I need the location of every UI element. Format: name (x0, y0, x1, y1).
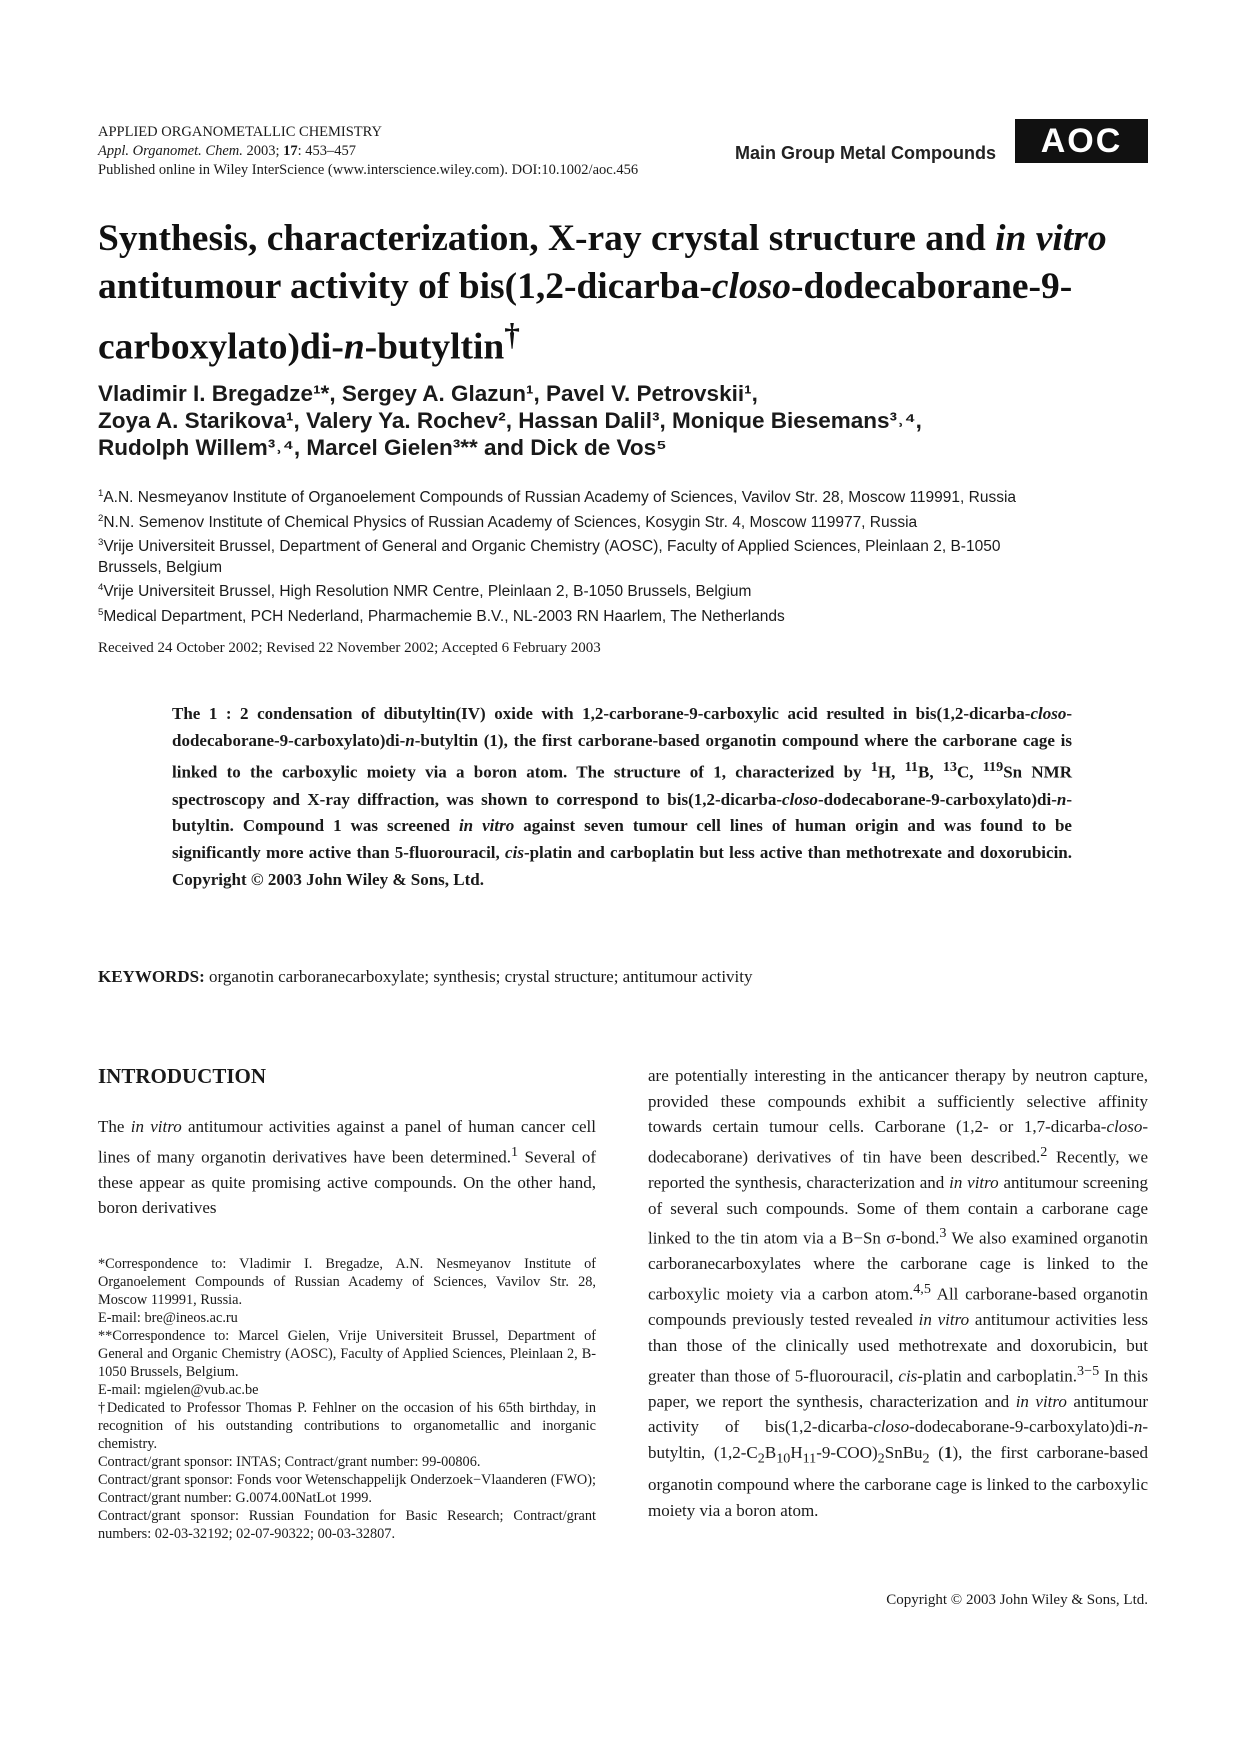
received-dates: Received 24 October 2002; Revised 22 November 2002; Accepted 6 February 2003 (98, 640, 601, 656)
footnote-grant-fwo: Contract/grant sponsor: Fonds voor Wetenschappelijk Onderzoek−Vlaanderen (FWO); Contract/grant number: G.0074.00NatLot 1999. (98, 1472, 596, 1506)
intro-left-column: The in vitro antitumour activities against a panel of human cancer cell lines of many organotin derivatives have been determined.$^1$ Several of these appear as quite promising active compounds. On the other hand, boron derivatives (98, 1117, 596, 1218)
footnote-email-1: E-mail: bre@ineos.ac.ru (98, 1310, 238, 1326)
intro-right-column: are potentially interesting in the anticancer therapy by neutron capture, provided these compounds exhibit a sufficiently selective affinity towards certain tumour cells. Carborane (1,2- or 1,7-dicarba-closo-dodecaborane) derivatives of tin have been described.$^2$ Recently, we reported the synthesis, characterization and in vitro antitumour screening of several such compounds. Some of them contain a carborane cage linked to the tin atom via a B−Sn σ-bond.$^3$ We also examined organotin carboranecarboxylates where the carborane cage is linked to the carboxylic moiety via a carbon atom.$^{4,5}$ All carborane-based organotin compounds previously tested revealed in vitro antitumour activities less than those of the clinically used methotrexate and doxorubicin, but greater than those of 5-fluorouracil, cis-platin and carboplatin.$^{3-5}$ In this paper, we report the synthesis, characterization and in vitro antitumour activity of bis(1,2-dicarba-closo-dodecaborane-9-carboxylato)di-n-butyltin, $(1,2-C_2B_{10}H_{11}-9-COO)_2SnBu_2$ (1), the first carborane-based organotin compound where the carborane cage is linked to the carboxylic moiety via a boron atom. (648, 1066, 1149, 1520)
affiliation-3-cont: Brussels, Belgium (98, 558, 223, 576)
copyright-footer: Copyright © 2003 John Wiley & Sons, Ltd. (886, 1592, 1148, 1608)
section-label: Main Group Metal Compounds (735, 143, 996, 163)
section-heading-introduction: INTRODUCTION (98, 1064, 267, 1088)
footnote-email-2: E-mail: mgielen@vub.ac.be (98, 1382, 259, 1398)
journal-name: APPLIED ORGANOMETALLIC CHEMISTRY (98, 124, 383, 140)
abstract: The 1 : 2 condensation of dibutyltin(IV) oxide with 1,2-carborane-9-carboxylic acid resulted in bis(1,2-dicarba-closo-dodecaborane-9-carboxylato)di-n-butyltin (1), the first carborane-based organotin compound where the carborane cage is linked to the carboxylic moiety via a boron atom. The structure of 1, characterized by $^1$H, $^{11}$B, $^{13}$C, $^{119}$Sn NMR spectroscopy and X-ray diffraction, was shown to correspond to bis(1,2-dicarba-closo-dodecaborane-9-carboxylato)di-n-butyltin. Compound 1 was screened in vitro against seven tumour cell lines of human origin and was found to be significantly more active than 5-fluorouracil, cis-platin and carboplatin but less active than methotrexate and doxorubicin. Copyright © 2003 John Wiley & Sons, Ltd. (172, 704, 1072, 889)
citation: Appl. Organomet. Chem. 2003; 17: 453–457 (98, 143, 357, 159)
affiliation-5: $^5$Medical Department, PCH Nederland, Pharmachemie B.V., NL-2003 RN Haarlem, The Netherlands (98, 607, 785, 626)
footnote-correspondence-2: **Correspondence to: Marcel Gielen, Vrije Universiteit Brussel, Department of General and Organic Chemistry (AOSC), Faculty of Applied Sciences, Pleinlaan 2, B-1050 Brussels, Belgium. (98, 1328, 596, 1380)
affiliation-1: $^1$A.N. Nesmeyanov Institute of Organoelement Compounds of Russian Academy of Sciences, Vavilov Str. 28, Moscow 119991, Russia (98, 488, 1017, 507)
article-title: Synthesis, characterization, X-ray crystal structure and in vitro antitumour activity of bis(1,2-dicarba-closo-dodecaborane-9-carboxylato)di-n-butyltin† (98, 218, 1107, 368)
footnote-correspondence-1: *Correspondence to: Vladimir I. Bregadze, A.N. Nesmeyanov Institute of Organoelement Compounds of Russian Academy of Sciences, Vavilov Str. 28, Moscow 119991, Russia. (98, 1256, 596, 1308)
affiliation-3: $^3$Vrije Universiteit Brussel, Department of General and Organic Chemistry (AOSC), Faculty of Applied Sciences, Pleinlaan 2, B-1050 (98, 537, 1001, 556)
published-online: Published online in Wiley InterScience (www.interscience.wiley.com). DOI:10.1002/aoc.456 (98, 162, 639, 178)
footnote-grant-intas: Contract/grant sponsor: INTAS; Contract/grant number: 99-00806. (98, 1454, 481, 1470)
affiliation-4: $^4$Vrije Universiteit Brussel, High Resolution NMR Centre, Pleinlaan 2, B-1050 Brussels, Belgium (98, 582, 752, 601)
author-list: Vladimir I. Bregadze¹*, Sergey A. Glazun¹, Pavel V. Petrovskii¹, Zoya A. Starikova¹, Valery Ya. Rochev², Hassan Dalil³, Monique Biesemans³˒⁴, Rudolph Willem³˒⁴, Marcel Gielen³** and Dick de Vos⁵ (98, 381, 922, 460)
aoc-logo: AOC (1015, 119, 1148, 163)
journal-header (98, 123, 638, 180)
affiliation-2: $^2$N.N. Semenov Institute of Chemical Physics of Russian Academy of Sciences, Kosygin Str. 4, Moscow 119977, Russia (98, 512, 918, 531)
footnotes (98, 1255, 596, 1543)
affiliations (98, 484, 1158, 628)
footnote-grant-rfbr: Contract/grant sponsor: Russian Foundation for Basic Research; Contract/grant numbers: 02-03-32192; 02-07-90322; 00-03-32807. (98, 1508, 596, 1542)
keywords: KEYWORDS: organotin carboranecarboxylate; synthesis; crystal structure; antitumour activity (98, 967, 753, 986)
footnote-dedication: †Dedicated to Professor Thomas P. Fehlner on the occasion of his 65th birthday, in recognition of his outstanding contributions to organometallic and inorganic chemistry. (98, 1400, 596, 1452)
